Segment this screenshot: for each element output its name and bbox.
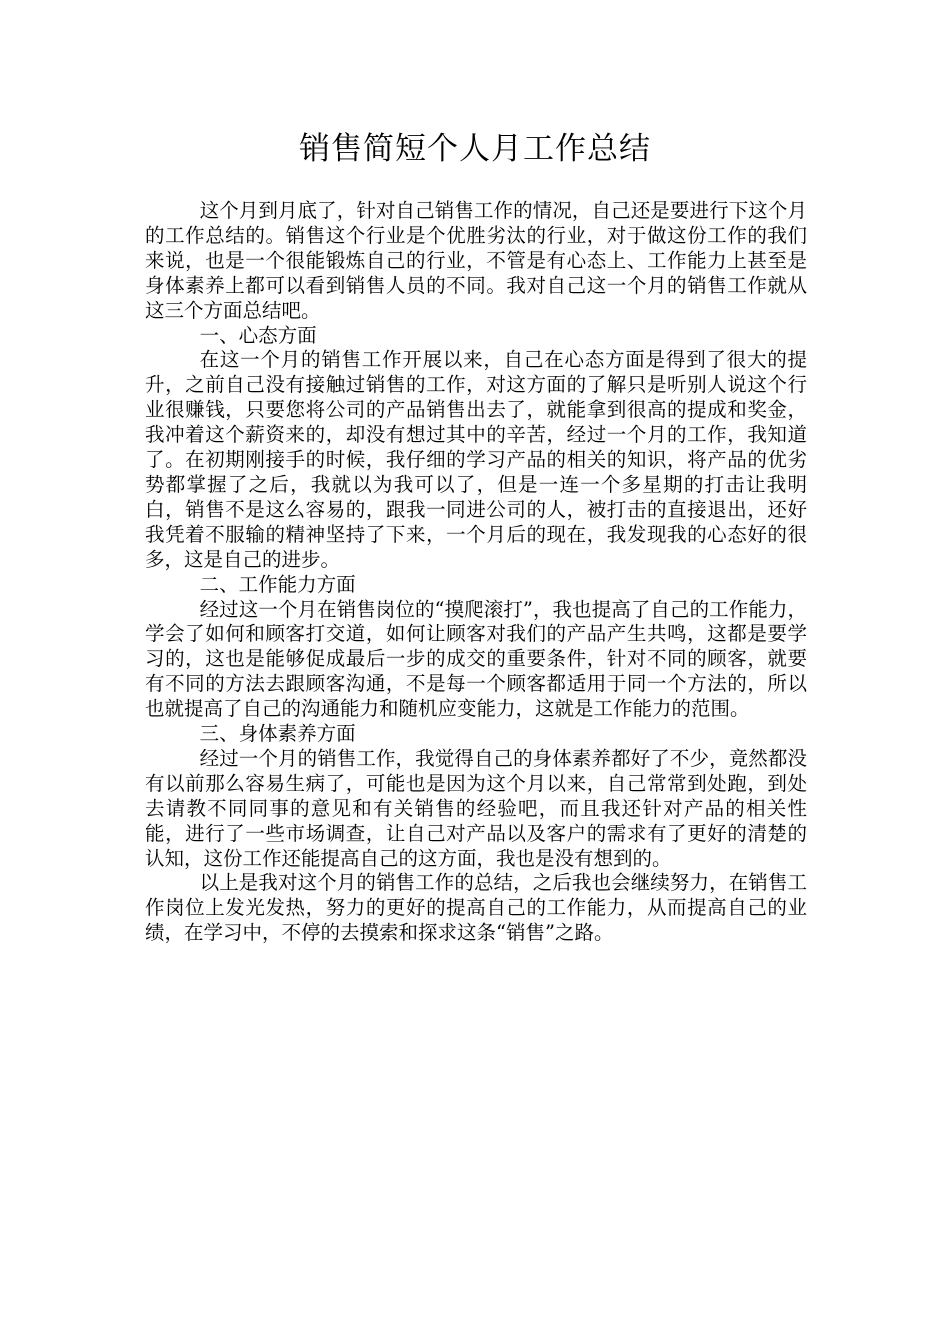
section-heading-work-ability: 二、工作能力方面 [199,572,356,596]
document-body [145,199,807,946]
work-ability-paragraph: 经过这一个月在销售岗位的“摸爬滚打”，我也提高了自己的工作能力，学会了如何和顾客打交道，如何让顾客对我们的产品产生共鸣，这都是要学习的，这也是能够促成最后一步的成交的重要条件，针对不同的顾客，就要有不同的方法去跟顾客沟通，不是每一个顾客都适用于同一个方法的，所以也就提高了自己的沟通能力和随机应变能力，这就是工作能力的范围。 [145,597,807,721]
mindset-paragraph: 在这一个月的销售工作开展以来，自己在心态方面是得到了很大的提升，之前自己没有接触过销售的工作，对这方面的了解只是听别人说这个行业很赚钱，只要您将公司的产品销售出去了，就能拿到很高的提成和奖金，我冲着这个薪资来的，却没有想过其中的辛苦，经过一个月的工作，我知道了。在初期刚接手的时候，我仔细的学习产品的相关的知识，将产品的优劣势都掌握了之后，我就以为我可以了，但是一连一个多星期的打击让我明白，销售不是这么容易的，跟我一同进公司的人，被打击的直接退出，还好我凭着不服输的精神坚持了下来，一个月后的现在，我发现我的心态好的很多，这是自己的进步。 [145,348,807,571]
section-heading-physical-quality: 三、身体素养方面 [199,722,356,746]
physical-quality-paragraph: 经过一个月的销售工作，我觉得自己的身体素养都好了不少，竟然都没有以前那么容易生病了，可能也是因为这个月以来，自己常常到处跑，到处去请教不同同事的意见和有关销售的经验吧，而且我还针对产品的相关性能，进行了一些市场调查，让自己对产品以及客户的需求有了更好的清楚的认知，这份工作还能提高自己的这方面，我也是没有想到的。 [145,746,807,870]
document-title: 销售简短个人月工作总结 [299,131,651,167]
conclusion-paragraph: 以上是我对这个月的销售工作的总结，之后我也会继续努力，在销售工作岗位上发光发热，努力的更好的提高自己的工作能力，从而提高自己的业绩，在学习中，不停的去摸索和探求这条“销售”之路。 [145,871,807,945]
section-heading-mindset: 一、心态方面 [199,323,317,347]
intro-paragraph: 这个月到月底了，针对自己销售工作的情况，自己还是要进行下这个月的工作总结的。销售这个行业是个优胜劣汰的行业，对于做这份工作的我们来说，也是一个很能锻炼自己的行业，不管是有心态上、工作能力上甚至是身体素养上都可以看到销售人员的不同。我对自己这一个月的销售工作就从这三个方面总结吧。 [145,199,807,322]
